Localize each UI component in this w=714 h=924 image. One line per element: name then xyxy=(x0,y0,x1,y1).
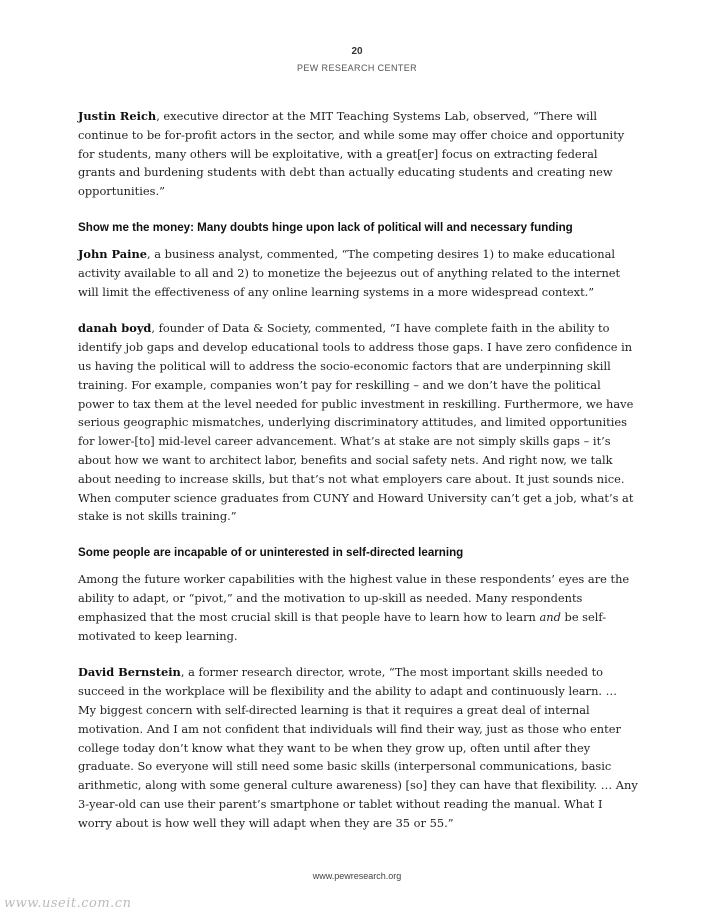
quote-text: , a business analyst, commented, “The competing desires 1) to make educational activity available to all and 2) to monetize the bejeezus out of anything related to the internet will limit the effectiveness of any online learning systems in a more widespread context.” xyxy=(78,246,621,299)
intro-paragraph xyxy=(78,570,638,645)
respondent-name: David Bernstein xyxy=(78,665,181,680)
emphasis-text: and xyxy=(539,609,561,624)
respondent-name: Justin Reich xyxy=(78,109,157,123)
footer-url: www.pewresearch.org xyxy=(312,871,402,881)
section-heading-funding: Show me the money: Many doubts hinge upon lack of political will and necessary funding xyxy=(78,220,573,234)
watermark: www.useit.com.cn xyxy=(4,896,132,911)
quote-text: , founder of Data & Society, commented, “I have complete faith in the ability to identify job gaps and develop educational tools to address those gaps. I have zero confidence in us having the political will to address the socio-economic factors that are underpinning skill training. For example, companies won’t pay for reskilling – and we don’t have the political power to tax them at the level needed for public investment in reskilling. Furthermore, we have serious geographic mismatches, underlying discriminatory attitudes, and limited opportunities for lower-[to] mid-level career advancement. What’s at stake are not simply skills gaps – it’s about how we want to architect labor, benefits and social safety nets. And right now, we talk about needing to increase skills, but that’s not what employers care about. It just sounds nice. When computer science graduates from CUNY and Howard University can’t get a job, what’s at stake is not skills training.” xyxy=(78,321,634,524)
quote-text: , a former research director, wrote, “The most important skills needed to succeed in the workplace will be flexibility and the ability to adapt and continuously learn. … My biggest concern with self-directed learning is that it requires a great deal of internal motivation. And I am not confident that individuals will find their way, just as those who enter college today don’t know what they want to be when they grow up, often until after they graduate. So everyone will still need some basic skills (interpersonal communications, basic arithmetic, along with some general culture awareness) [so] they can have that flexibility. … Any 3-year-old can use their parent’s smartphone or tablet without reading the manual. What I worry about is how well they will adapt when they are 35 or 55.” xyxy=(78,665,638,830)
section-heading-self-directed: Some people are incapable of or uninterested in self-directed learning xyxy=(78,546,464,560)
respondent-name: John Paine xyxy=(78,246,148,261)
intro-text-end: be self-motivated to keep learning. xyxy=(78,609,607,643)
quote-paragraph-boyd xyxy=(78,319,638,526)
quote-paragraph-bernstein xyxy=(78,663,638,832)
quote-paragraph-reich xyxy=(78,107,638,201)
organization-header: PEW RESEARCH CENTER xyxy=(296,63,418,73)
document-body xyxy=(78,107,638,851)
quote-text: , executive director at the MIT Teaching Systems Lab, observed, “There will continue to be for-profit actors in the sector, and while some may offer choice and opportunity for students, many others will be exploitative, with a great[er] focus on extracting federal grants and burdening students with debt than actually educating students and creating new opportunities.” xyxy=(78,109,625,199)
intro-text: Among the future worker capabilities with the highest value in these respondents’ eyes are the ability to adapt, or “pivot,” and the motivation to up-skill as needed. Many respondents emphasized that the most crucial skill is that people have to learn how to learn xyxy=(78,572,630,624)
quote-paragraph-paine xyxy=(78,245,638,301)
respondent-name: danah boyd xyxy=(78,321,152,336)
page-number: 20 xyxy=(351,46,363,57)
